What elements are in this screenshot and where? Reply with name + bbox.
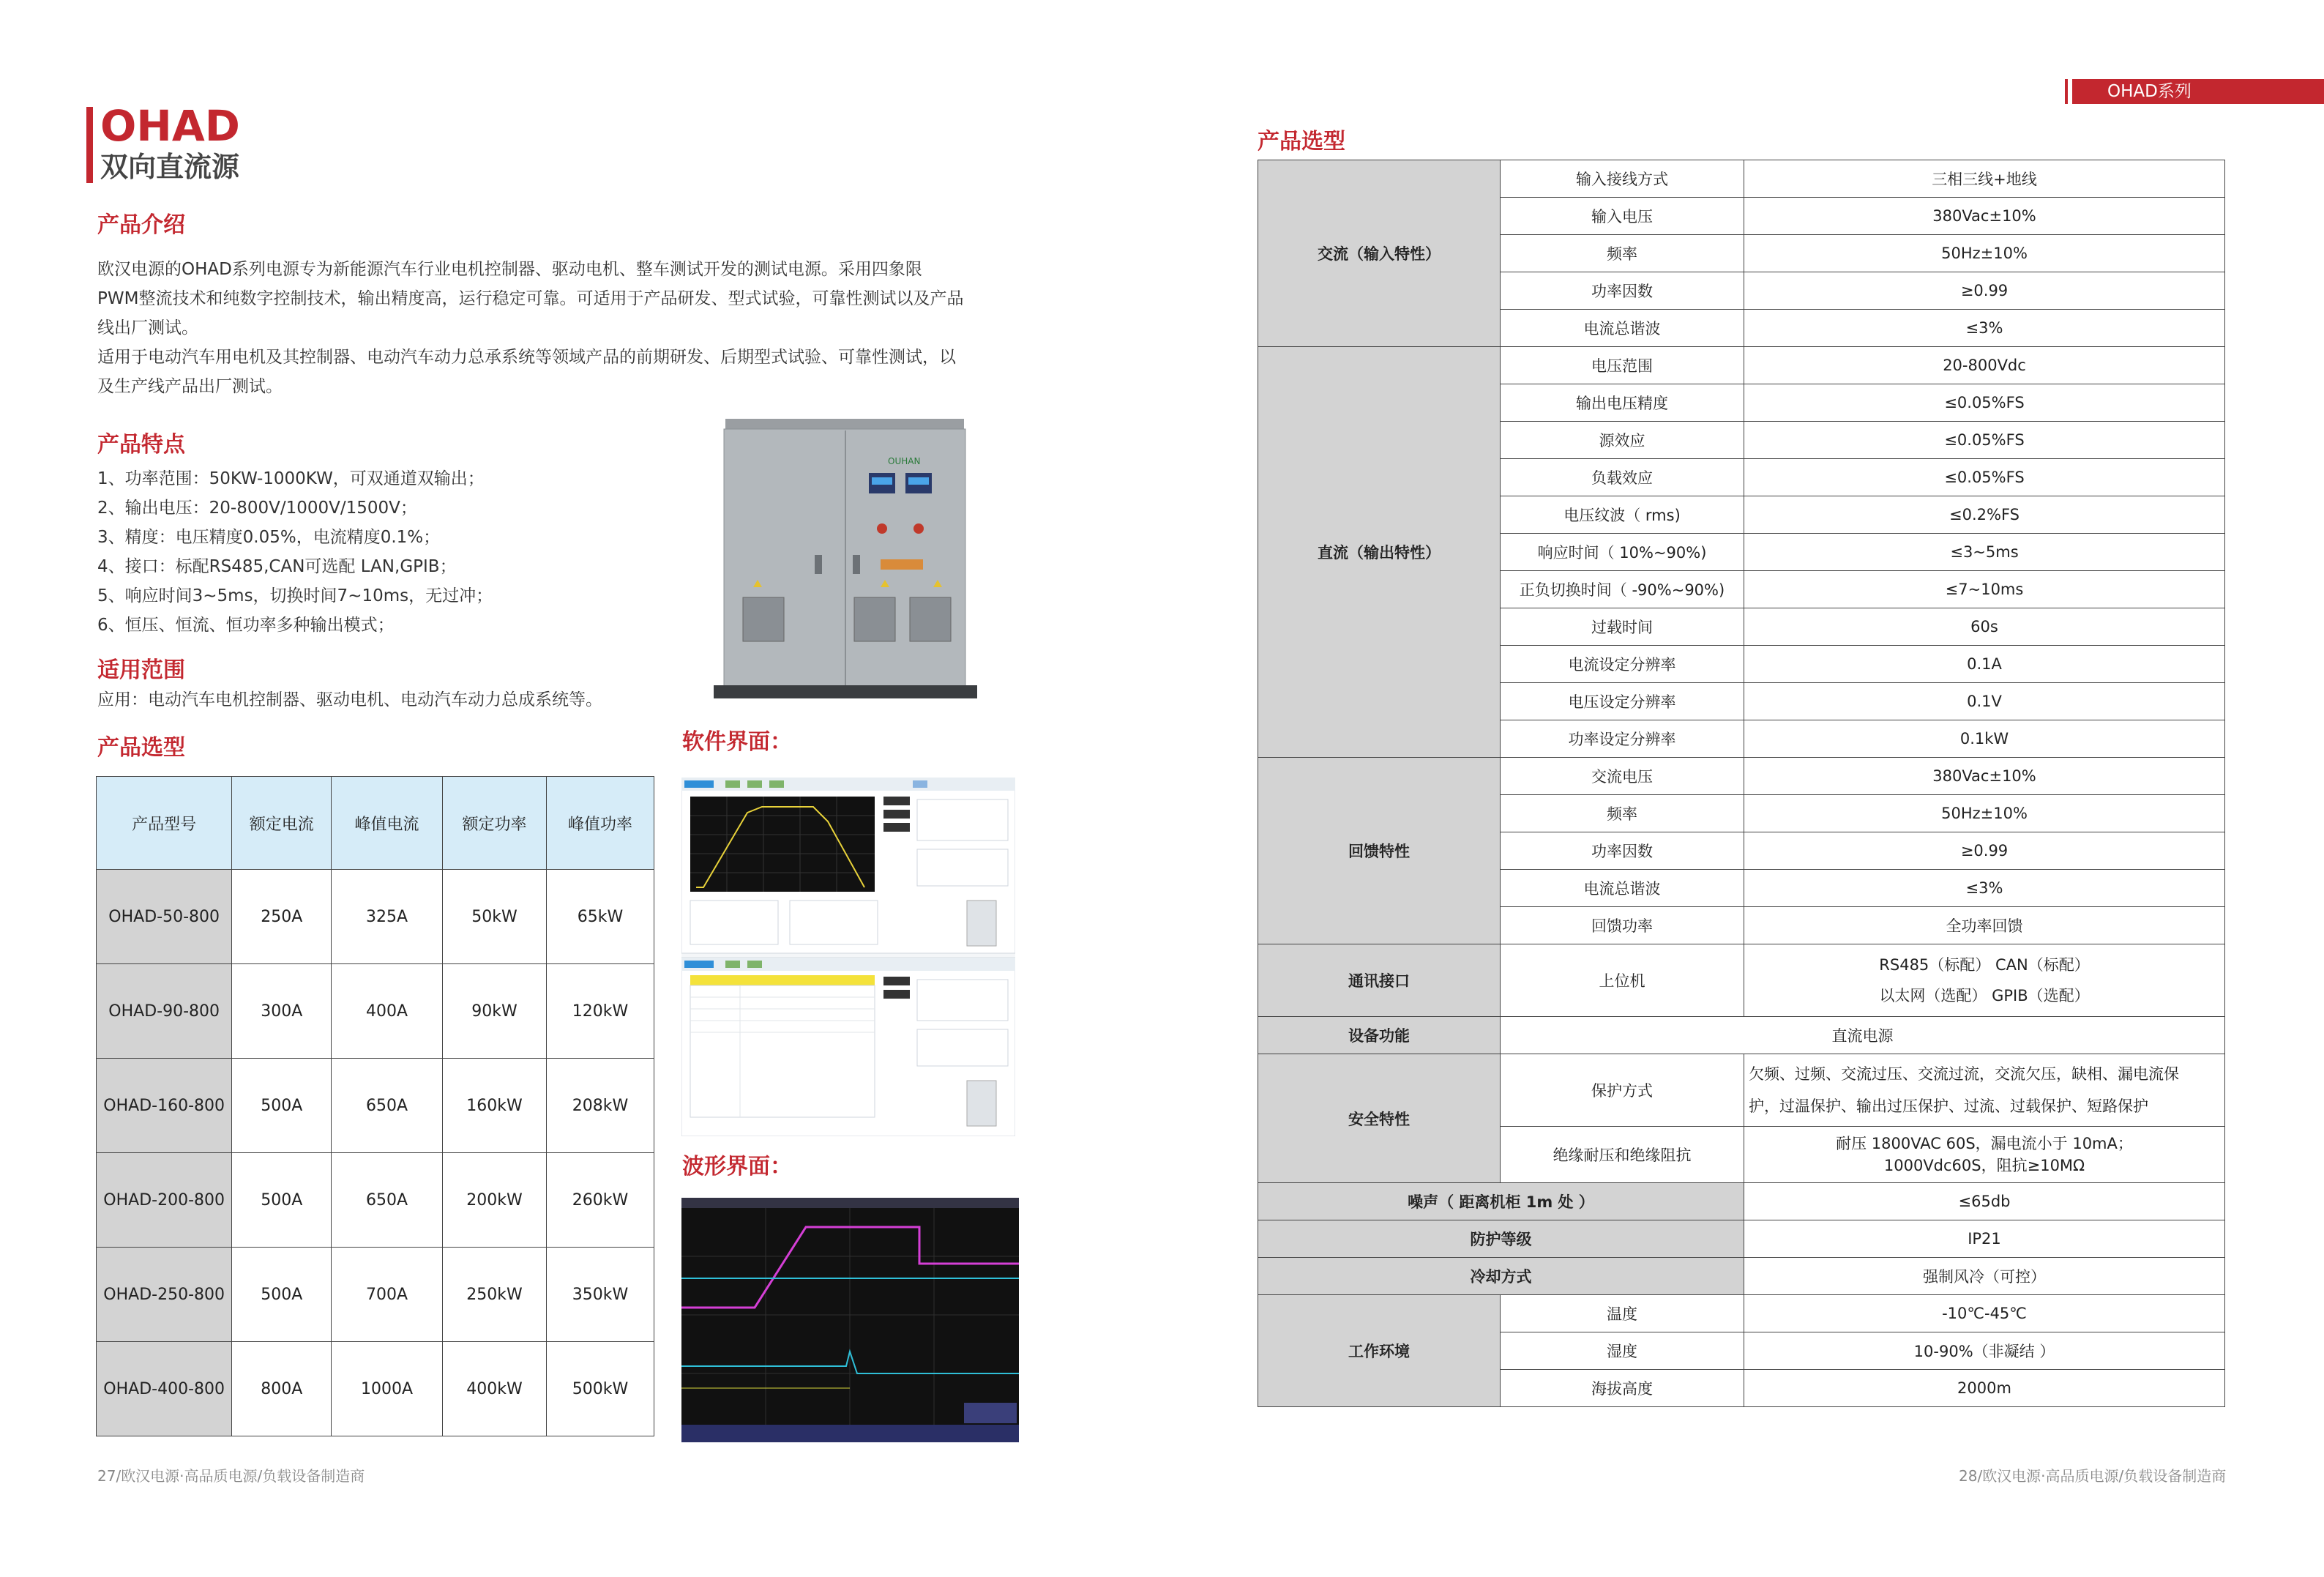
protection-line: 欠频、过频、交流过压、交流过流，交流欠压，缺相、漏电流保 — [1749, 1065, 2179, 1083]
table-cell: 电压范围 — [1501, 347, 1744, 384]
table-cell: 500A — [232, 1153, 332, 1248]
table-cell: 260kW — [546, 1153, 654, 1248]
table-row — [97, 1059, 654, 1153]
group-safety: 安全特性 — [1258, 1054, 1501, 1183]
table-row — [1258, 1220, 2225, 1258]
table-cell: 208kW — [546, 1059, 654, 1153]
table-cell: 0.1kW — [1744, 720, 2225, 758]
table-cell: 500kW — [546, 1342, 654, 1436]
table-cell: 三相三线+地线 — [1744, 160, 2225, 198]
product-title-cn: 双向直流源 — [100, 151, 240, 183]
intro-line: 线出厂测试。 — [97, 318, 198, 338]
table-cell: 800A — [232, 1342, 332, 1436]
table-row — [1258, 1258, 2225, 1295]
insulation-line: 1000Vdc60S，阻抗≥10MΩ — [1883, 1157, 2085, 1174]
table-header-cell: 峰值电流 — [332, 777, 443, 870]
table-row — [97, 964, 654, 1059]
insulation-line: 耐压 1800VAC 60S，漏电流小于 10mA； — [1836, 1135, 2133, 1152]
table-cell: 325A — [332, 870, 443, 964]
series-tag: OHAD系列 — [2072, 79, 2324, 104]
table-cell: 400A — [332, 964, 443, 1059]
intro-line: 适用于电动汽车用电机及其控制器、电动汽车动力总承系统等领域产品的前期研发、后期型式试验、可靠性测试，以 — [97, 348, 956, 367]
table-cell: 回馈功率 — [1501, 907, 1744, 944]
group-comm: 通讯接口 — [1258, 944, 1501, 1017]
table-cell: 直流电源 — [1501, 1017, 2225, 1054]
table-row — [1258, 160, 2225, 198]
table-cell: 50Hz±10% — [1744, 235, 2225, 272]
left-footer: 27/欧汉电源·高品质电源/负载设备制造商 — [97, 1467, 365, 1485]
table-cell: 380Vac±10% — [1744, 758, 2225, 795]
protection-line: 护，过温保护、输出过压保护、过流、过载保护、短路保护 — [1749, 1097, 2148, 1115]
table-row — [1258, 1017, 2225, 1054]
table-row — [1258, 1295, 2225, 1332]
table-header-row — [97, 777, 654, 870]
table-cell: 1000A — [332, 1342, 443, 1436]
intro-line: PWM整流技术和纯数字控制技术，输出精度高，运行稳定可靠。可适用于产品研发、型式试验，可靠性测试以及产品 — [97, 289, 964, 308]
table-row — [1258, 1183, 2225, 1220]
table-cell — [1744, 944, 2225, 1017]
table-cell: ≤0.05%FS — [1744, 459, 2225, 496]
table-cell: 65kW — [546, 870, 654, 964]
table-row — [97, 1153, 654, 1248]
table-cell: OHAD-400-800 — [97, 1342, 232, 1436]
table-cell: 电压设定分辨率 — [1501, 683, 1744, 720]
group-dc-output: 直流（输出特性） — [1258, 347, 1501, 758]
table-cell: 功率因数 — [1501, 832, 1744, 870]
feature-item: 5、响应时间3~5ms，切换时间7~10ms，无过冲； — [97, 586, 493, 605]
table-cell: IP21 — [1744, 1220, 2225, 1258]
table-cell: ≤3% — [1744, 310, 2225, 347]
group-env: 工作环境 — [1258, 1295, 1501, 1407]
table-row — [1258, 1054, 2225, 1127]
table-row — [1258, 347, 2225, 384]
table-cell: 50Hz±10% — [1744, 795, 2225, 832]
group-feedback: 回馈特性 — [1258, 758, 1501, 944]
table-row — [97, 870, 654, 964]
feature-item: 6、恒压、恒流、恒功率多种输出模式； — [97, 616, 395, 635]
table-row — [1258, 944, 2225, 1017]
intro-line: 欧汉电源的OHAD系列电源专为新能源汽车行业电机控制器、驱动电机、整车测试开发的测试电源。采用四象限 — [97, 260, 922, 279]
table-cell: 响应时间（ 10%~90%) — [1501, 534, 1744, 571]
table-cell: 0.1A — [1744, 646, 2225, 683]
table-cell: ≤65db — [1744, 1183, 2225, 1220]
feature-item: 4、接口：标配RS485,CAN可选配 LAN,GPIB； — [97, 557, 457, 576]
group-ip: 防护等级 — [1258, 1220, 1744, 1258]
feature-item: 3、精度：电压精度0.05%，电流精度0.1%； — [97, 528, 441, 547]
table-cell: 电压纹波（ rms) — [1501, 496, 1744, 534]
waveform-screenshot — [681, 1198, 1019, 1442]
table-cell: 0.1V — [1744, 683, 2225, 720]
table-header-cell: 额定电流 — [232, 777, 332, 870]
table-cell: 源效应 — [1501, 422, 1744, 459]
table-row — [97, 1248, 654, 1342]
table-cell: 20-800Vdc — [1744, 347, 2225, 384]
right-footer: 28/欧汉电源·高品质电源/负载设备制造商 — [1959, 1467, 2227, 1485]
table-cell: OHAD-160-800 — [97, 1059, 232, 1153]
table-cell: 700A — [332, 1248, 443, 1342]
title-accent-bar — [86, 107, 93, 183]
table-cell: 温度 — [1501, 1295, 1744, 1332]
comm-line: RS485（标配） CAN（标配） — [1879, 956, 2090, 974]
table-cell: 交流电压 — [1501, 758, 1744, 795]
table-cell: 电流设定分辨率 — [1501, 646, 1744, 683]
table-cell: 电流总谐波 — [1501, 310, 1744, 347]
table-cell: 200kW — [442, 1153, 546, 1248]
table-cell: 功率因数 — [1501, 272, 1744, 310]
features-heading: 产品特点 — [97, 432, 185, 458]
table-cell: 50kW — [442, 870, 546, 964]
table-cell: 输入电压 — [1501, 198, 1744, 235]
table-cell: ≤0.05%FS — [1744, 384, 2225, 422]
table-cell: 绝缘耐压和绝缘阻抗 — [1501, 1127, 1744, 1183]
table-cell: ≤0.2%FS — [1744, 496, 2225, 534]
table-cell: 负载效应 — [1501, 459, 1744, 496]
waveform-heading: 波形界面： — [682, 1154, 792, 1179]
comm-line: 以太网（选配） GPIB（选配） — [1879, 987, 2090, 1004]
table-cell: 650A — [332, 1153, 443, 1248]
table-cell — [1744, 1127, 2225, 1183]
table-cell: ≤3% — [1744, 870, 2225, 907]
table-cell: OHAD-90-800 — [97, 964, 232, 1059]
table-cell: OHAD-250-800 — [97, 1248, 232, 1342]
table-cell: -10℃-45℃ — [1744, 1295, 2225, 1332]
table-cell: 输入接线方式 — [1501, 160, 1744, 198]
table-cell: 电流总谐波 — [1501, 870, 1744, 907]
feature-item: 1、功率范围：50KW-1000KW，可双通道双输出； — [97, 469, 485, 488]
product-cabinet-image — [714, 419, 977, 698]
table-cell: 380Vac±10% — [1744, 198, 2225, 235]
table-cell: 250A — [232, 870, 332, 964]
table-cell: ≥0.99 — [1744, 832, 2225, 870]
table-cell: 频率 — [1501, 795, 1744, 832]
table-cell: 正负切换时间（ -90%~90%) — [1501, 571, 1744, 608]
table-cell: 强制风冷（可控） — [1744, 1258, 2225, 1295]
table-cell: 500A — [232, 1059, 332, 1153]
table-cell: 保护方式 — [1501, 1054, 1744, 1127]
selection-heading: 产品选型 — [97, 735, 185, 761]
spec-table — [1258, 160, 2225, 1407]
group-cooling: 冷却方式 — [1258, 1258, 1744, 1295]
table-cell: 350kW — [546, 1248, 654, 1342]
table-cell: 60s — [1744, 608, 2225, 646]
group-device: 设备功能 — [1258, 1017, 1501, 1054]
intro-heading: 产品介绍 — [97, 212, 185, 238]
table-cell: OHAD-50-800 — [97, 870, 232, 964]
scope-heading: 适用范围 — [97, 657, 185, 683]
series-tag-line — [2065, 79, 2068, 104]
cabinet-logo: OUHAN — [888, 456, 921, 466]
table-header-cell: 产品型号 — [97, 777, 232, 870]
table-cell: 300A — [232, 964, 332, 1059]
table-cell: 功率设定分辨率 — [1501, 720, 1744, 758]
software-screenshot — [681, 778, 1015, 1136]
feature-item: 2、输出电压：20-800V/1000V/1500V； — [97, 499, 417, 518]
table-header-cell: 峰值功率 — [546, 777, 654, 870]
table-cell: ≤3~5ms — [1744, 534, 2225, 571]
table-cell: 500A — [232, 1248, 332, 1342]
table-cell: 全功率回馈 — [1744, 907, 2225, 944]
table-cell: 120kW — [546, 964, 654, 1059]
table-cell: 输出电压精度 — [1501, 384, 1744, 422]
table-cell: 250kW — [442, 1248, 546, 1342]
table-cell: 650A — [332, 1059, 443, 1153]
table-cell: ≤7~10ms — [1744, 571, 2225, 608]
table-cell: 160kW — [442, 1059, 546, 1153]
table-cell: 上位机 — [1501, 944, 1744, 1017]
table-row — [1258, 758, 2225, 795]
features-list — [97, 464, 493, 640]
group-ac-input: 交流（输入特性） — [1258, 160, 1501, 347]
table-cell: ≤0.05%FS — [1744, 422, 2225, 459]
intro-text — [97, 255, 1020, 401]
table-cell: 10-90%（非凝结 ） — [1744, 1332, 2225, 1370]
table-cell: ≥0.99 — [1744, 272, 2225, 310]
software-heading: 软件界面： — [682, 729, 792, 755]
intro-line: 及生产线产品出厂测试。 — [97, 377, 283, 396]
table-cell: 频率 — [1501, 235, 1744, 272]
spec-heading: 产品选型 — [1258, 129, 1345, 154]
table-cell: 400kW — [442, 1342, 546, 1436]
group-noise: 噪声（ 距离机柜 1m 处 ） — [1258, 1183, 1744, 1220]
table-row — [97, 1342, 654, 1436]
table-cell: 海拔高度 — [1501, 1370, 1744, 1407]
table-cell — [1744, 1054, 2225, 1127]
model-selection-table — [96, 776, 654, 1436]
product-title-en: OHAD — [100, 101, 240, 151]
table-cell: 过载时间 — [1501, 608, 1744, 646]
table-cell: 2000m — [1744, 1370, 2225, 1407]
table-cell: OHAD-200-800 — [97, 1153, 232, 1248]
table-cell: 90kW — [442, 964, 546, 1059]
table-cell: 湿度 — [1501, 1332, 1744, 1370]
scope-text: 应用：电动汽车电机控制器、驱动电机、电动汽车动力总成系统等。 — [97, 690, 602, 709]
table-header-cell: 额定功率 — [442, 777, 546, 870]
